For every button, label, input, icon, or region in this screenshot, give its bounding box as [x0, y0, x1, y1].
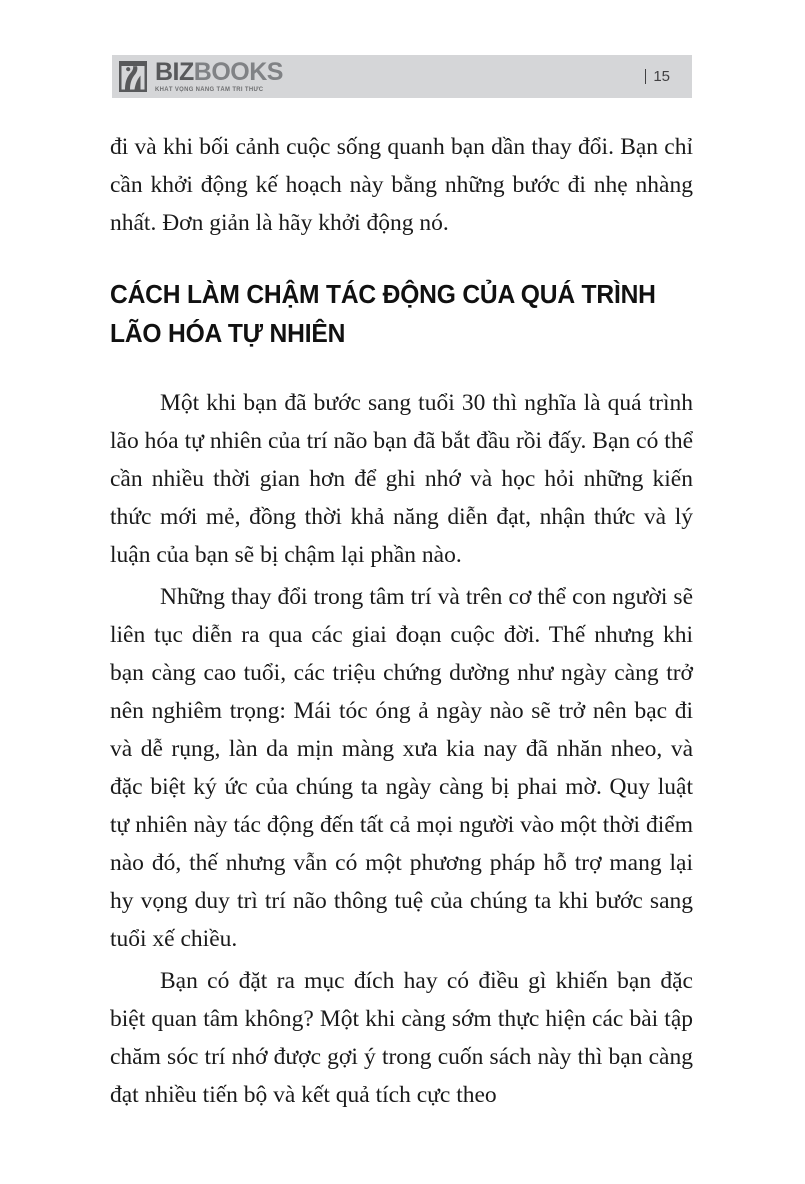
running-header — [112, 55, 692, 98]
intro-paragraph: đi và khi bối cảnh cuộc sống quanh bạn dần thay đổi. Bạn chỉ cần khởi động kế hoạch này bằng những bước đi nhẹ nhàng nhất. Đơn giản là hãy khởi động nó. — [110, 134, 693, 236]
paragraph-3: Bạn có đặt ra mục đích hay có điều gì khiến bạn đặc biệt quan tâm không? Một khi càng sớm thực hiện các bài tập chăm sóc trí nhớ được gợi ý trong cuốn sách này thì bạn càng đạt nhiều tiến bộ và kết quả tích cực theo — [110, 968, 693, 1108]
brand-tagline: KHÁT VỌNG NÂNG TẦM TRI THỨC — [155, 85, 264, 93]
brand-name — [155, 57, 283, 86]
page-folio — [645, 68, 692, 85]
paragraph-1: Một khi bạn đã bước sang tuổi 30 thì nghĩa là quá trình lão hóa tự nhiên của trí não bạn đã bắt đầu rồi đấy. Bạn có thể cần nhiều thời gian hơn để ghi nhớ và học hỏi những kiến thức mới mẻ, đồng thời khả năng diễn đạt, nhận thức và lý luận của bạn sẽ bị chậm lại phần nào. — [110, 390, 693, 568]
bizbooks-book-logo-icon — [118, 60, 148, 93]
spacer — [110, 354, 693, 384]
brand-name-suffix: BOOKS — [193, 57, 283, 86]
folio-divider — [645, 69, 646, 84]
section-heading: CÁCH LÀM CHẬM TÁC ĐỘNG CỦA QUÁ TRÌNH LÃO HÓA TỰ NHIÊN — [110, 281, 656, 348]
paragraph-2: Những thay đổi trong tâm trí và trên cơ thể con người sẽ liên tục diễn ra qua các giai đoạn cuộc đời. Thế nhưng khi bạn càng cao tuổi, các triệu chứng dường như ngày càng trở nên nghiêm trọng: Mái tóc óng ả ngày nào sẽ trở nên bạc đi và dễ rụng, làn da mịn màng xưa kia nay đã nhăn nheo, và đặc biệt ký ức của chúng ta ngày càng bị phai mờ. Quy luật tự nhiên này tác động đến tất cả mọi người vào một thời điểm nào đó, thế nhưng vẫn có một phương pháp hỗ trợ mang lại hy vọng duy trì trí não thông tuệ của chúng ta khi bước sang tuổi xế chiều. — [110, 584, 693, 952]
brand-lockup — [112, 55, 283, 98]
page-number: 15 — [653, 68, 670, 85]
brand-wordmark — [155, 57, 283, 93]
brand-name-prefix: BIZ — [155, 57, 194, 86]
spacer — [110, 242, 693, 276]
page-body — [110, 128, 693, 1114]
